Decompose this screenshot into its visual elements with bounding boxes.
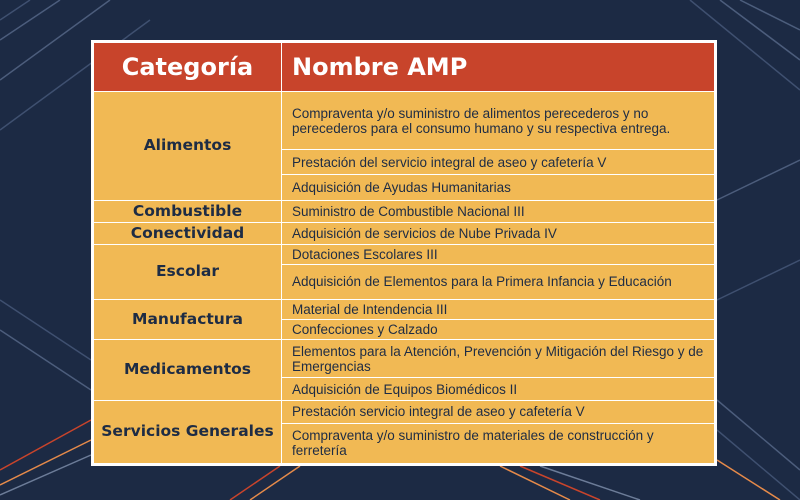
item-cell: Compraventa y/o suministro de alimentos perecederos y no perecederos para el consumo humano y su respectiva entrega. bbox=[282, 92, 715, 150]
category-cell: Alimentos bbox=[94, 92, 282, 201]
table-row bbox=[94, 400, 715, 423]
category-cell: Combustible bbox=[94, 200, 282, 222]
category-cell: Escolar bbox=[94, 244, 282, 299]
item-cell: Compraventa y/o suministro de materiales de construcción y ferretería bbox=[282, 423, 715, 463]
amp-table-grid bbox=[93, 42, 715, 464]
header-name: Nombre AMP bbox=[282, 43, 715, 92]
item-cell: Prestación servicio integral de aseo y cafetería V bbox=[282, 400, 715, 423]
table-row bbox=[94, 340, 715, 378]
item-cell: Adquisición de servicios de Nube Privada IV bbox=[282, 222, 715, 244]
item-cell: Adquisición de Equipos Biomédicos II bbox=[282, 378, 715, 400]
item-cell: Material de Intendencia III bbox=[282, 300, 715, 320]
table-row bbox=[94, 300, 715, 320]
category-cell: Conectividad bbox=[94, 222, 282, 244]
item-cell: Adquisición de Ayudas Humanitarias bbox=[282, 175, 715, 200]
category-cell: Servicios Generales bbox=[94, 400, 282, 463]
table-row bbox=[94, 222, 715, 244]
table-row bbox=[94, 200, 715, 222]
table-header-row bbox=[94, 43, 715, 92]
item-cell: Dotaciones Escolares III bbox=[282, 244, 715, 264]
amp-table bbox=[91, 40, 717, 466]
table-row bbox=[94, 92, 715, 150]
item-cell: Adquisición de Elementos para la Primera Infancia y Educación bbox=[282, 264, 715, 299]
category-cell: Manufactura bbox=[94, 300, 282, 340]
header-category: Categoría bbox=[94, 43, 282, 92]
category-cell: Medicamentos bbox=[94, 340, 282, 400]
item-cell: Confecciones y Calzado bbox=[282, 320, 715, 340]
item-cell: Suministro de Combustible Nacional III bbox=[282, 200, 715, 222]
item-cell: Elementos para la Atención, Prevención y Mitigación del Riesgo y de Emergencias bbox=[282, 340, 715, 378]
table-row bbox=[94, 244, 715, 264]
item-cell: Prestación del servicio integral de aseo y cafetería V bbox=[282, 150, 715, 175]
